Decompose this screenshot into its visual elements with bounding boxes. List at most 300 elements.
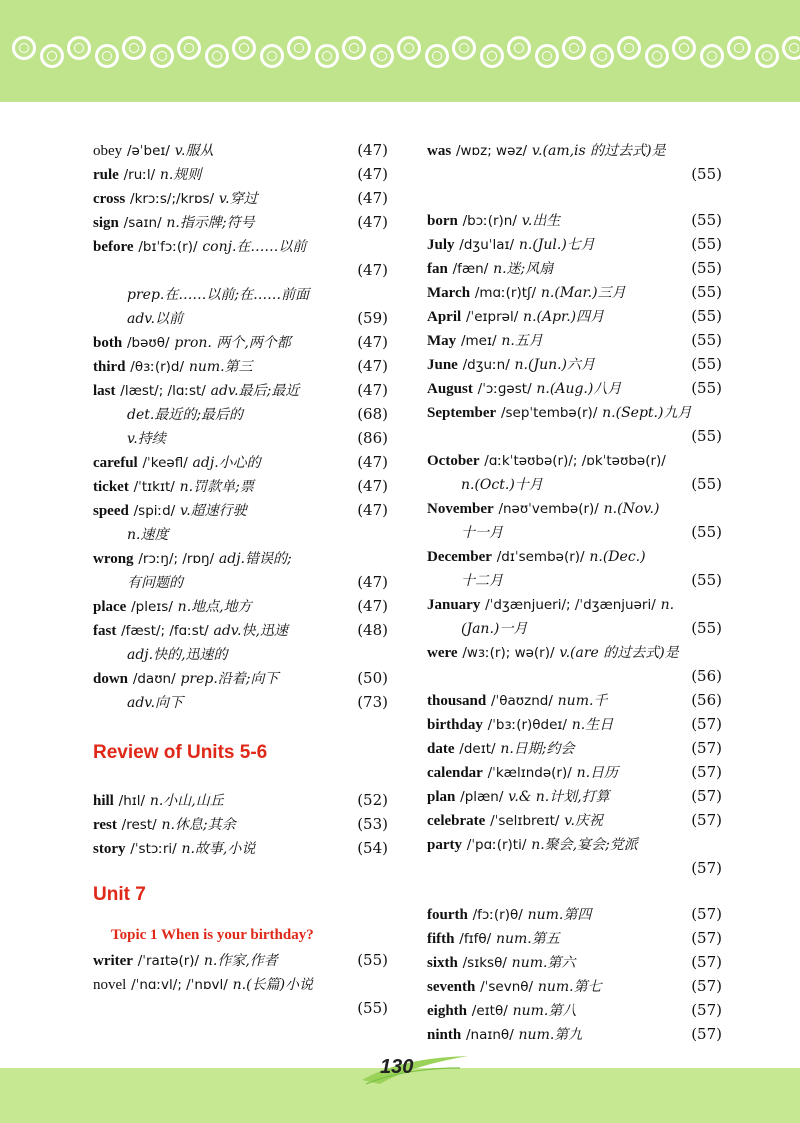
page-ref: (55) (691, 571, 722, 589)
phonetic: /fɔː(r)θ/ (472, 907, 523, 923)
headword: September (427, 405, 497, 421)
ring-decoration (590, 44, 614, 68)
page-ref: (55) (691, 211, 722, 229)
spacer (427, 186, 722, 208)
right-entry-list (427, 138, 722, 1046)
vocab-entry (427, 736, 722, 760)
page-ref: (57) (691, 1025, 722, 1043)
headword: were (427, 645, 458, 661)
page-ref: (57) (691, 977, 722, 995)
phonetic: /dʒuˈlaɪ/ (459, 237, 515, 253)
headword: third (93, 359, 126, 375)
definition: n.速度 (127, 527, 169, 543)
page-ref: (55) (691, 307, 722, 325)
phonetic: /ˈnɑːvl/; /ˈnɒvl/ (131, 977, 228, 993)
page-ref: (55) (691, 427, 722, 445)
definition: 有问题的 (127, 575, 183, 591)
phonetic: /ˈdʒænjueri/; /ˈdʒænjuəri/ (485, 597, 656, 613)
phonetic: /fæn/ (452, 261, 489, 277)
phonetic: /ˈpɑː(r)ti/ (466, 837, 527, 853)
headword: fan (427, 261, 448, 277)
definition: num.第四 (527, 907, 592, 923)
phonetic: /ˈɔːɡəst/ (477, 381, 532, 397)
page-ref: (53) (357, 815, 388, 833)
definition: n.(Apr.)四月 (523, 309, 605, 325)
ring-decoration (67, 36, 91, 60)
vocab-entry (93, 162, 388, 186)
ring-decoration (122, 36, 146, 60)
page-ref: (50) (357, 669, 388, 687)
definition: n.(Jul.)七月 (518, 237, 595, 253)
vocab-continuation (93, 522, 388, 546)
phonetic: /nəʊˈvembə(r)/ (498, 501, 599, 517)
definition: n.五月 (501, 333, 543, 349)
headword: cross (93, 191, 126, 207)
ring-decoration (397, 36, 421, 60)
definition: n.作家,作者 (203, 953, 278, 969)
page-ref: (47) (357, 501, 388, 519)
phonetic: /krɔːs/;/krɒs/ (130, 191, 215, 207)
ring-decoration (232, 36, 256, 60)
vocab-entry (93, 474, 388, 498)
vocab-entry (93, 546, 388, 570)
ring-decoration (95, 44, 119, 68)
phonetic: /rest/ (121, 817, 157, 833)
page-ref: (57) (691, 715, 722, 733)
phonetic: /bəʊθ/ (126, 335, 170, 351)
page-ref: (57) (691, 953, 722, 971)
headword: fifth (427, 931, 455, 947)
vocab-entry (427, 926, 722, 950)
vocab-entry (427, 640, 722, 664)
phonetic: /ˈkælɪndə(r)/ (487, 765, 572, 781)
headword: rest (93, 817, 117, 833)
vocab-entry (427, 256, 722, 280)
headword: date (427, 741, 455, 757)
page-ref: (68) (357, 405, 388, 423)
page-number: 130 (380, 1056, 414, 1078)
headword: last (93, 383, 116, 399)
page-ref: (55) (691, 619, 722, 637)
unit-heading: Unit 7 (93, 884, 146, 905)
phonetic: /fɪfθ/ (459, 931, 492, 947)
headword: eighth (427, 1003, 468, 1019)
headword: plan (427, 789, 456, 805)
page-ref: (55) (691, 355, 722, 373)
definition: n.地点,地方 (177, 599, 252, 615)
vocab-entry (93, 812, 388, 836)
vocab-continuation (427, 568, 722, 592)
vocab-entry (427, 950, 722, 974)
phonetic: /wɒz; wəz/ (455, 143, 528, 159)
phonetic: /mɑː(r)tʃ/ (474, 285, 537, 301)
headword: place (93, 599, 127, 615)
definition: num.第六 (511, 955, 576, 971)
definition: n.小山,山丘 (149, 793, 224, 809)
left-entry-list (93, 138, 388, 714)
vocab-continuation (427, 472, 722, 496)
definition: num.第七 (537, 979, 602, 995)
ring-decoration (755, 44, 779, 68)
phonetic: /naɪnθ/ (465, 1027, 514, 1043)
headword: October (427, 453, 480, 469)
vocab-continuation (93, 642, 388, 666)
definition: v.服从 (174, 143, 214, 159)
ring-decoration (480, 44, 504, 68)
definition: v.(are 的过去式)是 (559, 645, 679, 661)
definition: v.& n.计划,打算 (508, 789, 610, 805)
headword: down (93, 671, 129, 687)
phonetic: /bɔː(r)n/ (462, 213, 517, 229)
page-ref: (56) (691, 691, 722, 709)
vocab-continuation (427, 162, 722, 186)
headword: story (93, 841, 126, 857)
definition: prep.在……以前;在……前面 (127, 287, 310, 303)
review-heading: Review of Units 5-6 (93, 742, 268, 763)
definition: num.第九 (518, 1027, 583, 1043)
page-ref: (57) (691, 929, 722, 947)
definition: adv.以前 (127, 311, 184, 327)
vocab-entry (93, 972, 388, 996)
definition: v.超速行驶 (179, 503, 247, 519)
phonetic: /ˈkeəfl/ (142, 455, 188, 471)
vocab-entry (427, 784, 722, 808)
definition: n.日期;约会 (500, 741, 575, 757)
definition: n.迷;风扇 (493, 261, 554, 277)
headword: writer (93, 953, 133, 969)
vocab-entry (427, 328, 722, 352)
definition: n.(Nov.) (603, 501, 660, 517)
vocab-entry (93, 450, 388, 474)
headword: hill (93, 793, 114, 809)
definition: adv.向下 (127, 695, 184, 711)
ring-decoration (370, 44, 394, 68)
page-ref: (55) (691, 283, 722, 301)
phonetic: /ˈraɪtə(r)/ (137, 953, 200, 969)
ring-decoration (645, 44, 669, 68)
vocab-entry (93, 138, 388, 162)
ring-decoration (782, 36, 800, 60)
decorative-rings (12, 36, 800, 72)
definition: v.穿过 (218, 191, 258, 207)
definition: adj.小心的 (192, 455, 261, 471)
headword: March (427, 285, 471, 301)
vocab-entry (93, 210, 388, 234)
ring-decoration (205, 44, 229, 68)
vocab-entry (93, 948, 388, 972)
definition: prep.沿着;向下 (180, 671, 279, 687)
definition: 十一月 (461, 525, 503, 541)
vocab-entry (427, 138, 722, 162)
vocab-entry (427, 712, 722, 736)
page-ref: (57) (691, 787, 722, 805)
headword: sign (93, 215, 119, 231)
vocab-entry (427, 998, 722, 1022)
phonetic: /læst/; /lɑːst/ (120, 383, 206, 399)
headword: wrong (93, 551, 134, 567)
review-entry-list (93, 788, 388, 860)
headword: party (427, 837, 462, 853)
page-ref: (57) (691, 811, 722, 829)
vocab-entry (93, 354, 388, 378)
page-ref: (56) (691, 667, 722, 685)
vocab-entry (427, 208, 722, 232)
page-ref: (47) (357, 453, 388, 471)
definition: v.庆祝 (564, 813, 603, 829)
headword: April (427, 309, 462, 325)
headword: novel (93, 977, 127, 993)
phonetic: /meɪ/ (460, 333, 497, 349)
definition: n.(Oct.)十月 (461, 477, 543, 493)
definition: num.第五 (495, 931, 560, 947)
vocab-entry (93, 618, 388, 642)
phonetic: /ˈeɪprəl/ (465, 309, 519, 325)
vocab-entry (427, 832, 722, 856)
headword: June (427, 357, 458, 373)
definition: n.休息;其余 (161, 817, 236, 833)
vocab-entry (427, 974, 722, 998)
vocab-continuation (93, 426, 388, 450)
phonetic: /dʒuːn/ (462, 357, 510, 373)
vocab-entry (93, 498, 388, 522)
vocab-entry (427, 496, 722, 520)
spacer (427, 880, 722, 902)
headword: seventh (427, 979, 476, 995)
vocab-entry (427, 232, 722, 256)
ring-decoration (452, 36, 476, 60)
definition: num.千 (557, 693, 608, 709)
phonetic: /ɑːkˈtəʊbə(r)/; /ɒkˈtəʊbə(r)/ (484, 453, 666, 469)
definition: n.聚会,宴会;党派 (531, 837, 638, 853)
ring-decoration (150, 44, 174, 68)
definition: n.(Jun.)六月 (514, 357, 596, 373)
page-ref: (57) (691, 859, 722, 877)
page-header-band (0, 0, 800, 102)
headword: July (427, 237, 455, 253)
vocab-entry (427, 304, 722, 328)
ring-decoration (727, 36, 751, 60)
headword: ticket (93, 479, 129, 495)
topic-heading: Topic 1 When is your birthday? (111, 927, 314, 943)
definition: num.第八 (512, 1003, 577, 1019)
vocab-entry (93, 788, 388, 812)
vocab-continuation (427, 664, 722, 688)
page-ref: (47) (357, 213, 388, 231)
ring-decoration (700, 44, 724, 68)
vocab-entry (93, 378, 388, 402)
phonetic: /hɪl/ (118, 793, 146, 809)
headword: speed (93, 503, 129, 519)
vocab-entry (427, 400, 722, 424)
ring-decoration (672, 36, 696, 60)
phonetic: /fæst/; /fɑːst/ (121, 623, 209, 639)
vocab-entry (93, 330, 388, 354)
headword: careful (93, 455, 138, 471)
vocab-continuation (427, 616, 722, 640)
left-column (93, 138, 388, 1020)
definition: 十二月 (461, 573, 503, 589)
ring-decoration (535, 44, 559, 68)
headword: born (427, 213, 458, 229)
ring-decoration (617, 36, 641, 60)
vocab-entry (427, 808, 722, 832)
definition: n.(长篇)小说 (232, 977, 314, 993)
headword: May (427, 333, 457, 349)
definition: n.日历 (576, 765, 619, 781)
ring-decoration (12, 36, 36, 60)
headword: rule (93, 167, 119, 183)
definition: n.故事,小说 (181, 841, 256, 857)
definition: v.(am,is 的过去式)是 (531, 143, 666, 159)
definition: num.第三 (188, 359, 253, 375)
page-ref: (57) (691, 905, 722, 923)
headword: December (427, 549, 492, 565)
phonetic: /θɜː(r)d/ (130, 359, 185, 375)
unit7-entry-list (93, 948, 388, 1020)
page-ref: (55) (357, 951, 388, 969)
phonetic: /ˈselɪbreɪt/ (490, 813, 560, 829)
ring-decoration (562, 36, 586, 60)
headword: both (93, 335, 123, 351)
page-ref: (55) (691, 331, 722, 349)
phonetic: /pleɪs/ (131, 599, 173, 615)
headword: before (93, 239, 134, 255)
page-ref: (47) (357, 261, 388, 279)
definition: adj.快的,迅速的 (127, 647, 228, 663)
headword: January (427, 597, 481, 613)
page-ref: (57) (691, 1001, 722, 1019)
ring-decoration (315, 44, 339, 68)
phonetic: /plæn/ (460, 789, 504, 805)
vocab-continuation (93, 402, 388, 426)
vocab-entry (427, 688, 722, 712)
definition: v.出生 (521, 213, 561, 229)
definition: n.(Aug.)八月 (536, 381, 622, 397)
definition: n.规则 (159, 167, 202, 183)
vocab-entry (93, 594, 388, 618)
phonetic: /spiːd/ (133, 503, 176, 519)
vocab-entry (427, 760, 722, 784)
phonetic: /ˈstɔːri/ (130, 841, 177, 857)
phonetic: /ˈθaʊznd/ (490, 693, 553, 709)
ring-decoration (40, 44, 64, 68)
right-column (427, 138, 722, 1046)
phonetic: /sɪksθ/ (462, 955, 507, 971)
page-ref: (47) (357, 381, 388, 399)
page-ref: (55) (691, 379, 722, 397)
vocab-continuation (427, 520, 722, 544)
vocab-continuation (93, 570, 388, 594)
definition: adv.最后;最近 (210, 383, 300, 399)
page-ref: (47) (357, 165, 388, 183)
definition: v.持续 (127, 431, 166, 447)
page-ref: (52) (357, 791, 388, 809)
headword: calendar (427, 765, 483, 781)
vocab-continuation (427, 856, 722, 880)
ring-decoration (177, 36, 201, 60)
phonetic: /rɔːŋ/; /rɒŋ/ (138, 551, 215, 567)
headword: was (427, 143, 452, 159)
page-ref: (55) (691, 259, 722, 277)
definition: n.(Mar.)三月 (540, 285, 626, 301)
ring-decoration (260, 44, 284, 68)
headword: obey (93, 143, 123, 159)
page-ref: (55) (691, 523, 722, 541)
headword: sixth (427, 955, 458, 971)
headword: celebrate (427, 813, 486, 829)
vocab-continuation (93, 258, 388, 282)
page-ref: (86) (357, 429, 388, 447)
phonetic: /sepˈtembə(r)/ (500, 405, 598, 421)
page-ref: (54) (357, 839, 388, 857)
page-ref: (57) (691, 739, 722, 757)
headword: August (427, 381, 473, 397)
page-ref: (47) (357, 573, 388, 591)
vocab-entry (427, 376, 722, 400)
vocab-continuation (93, 690, 388, 714)
definition: adj.错误的; (218, 551, 292, 567)
phonetic: /wɜː(r); wə(r)/ (462, 645, 555, 661)
definition: n. (660, 597, 675, 613)
vocab-entry (427, 352, 722, 376)
definition: det.最近的;最后的 (127, 407, 244, 423)
page-ref: (55) (691, 165, 722, 183)
definition: adv.快,迅速 (213, 623, 288, 639)
definition: n.(Sept.)九月 (602, 405, 692, 421)
page-ref: (59) (357, 309, 388, 327)
headword: birthday (427, 717, 483, 733)
vocab-entry (93, 234, 388, 258)
vocab-continuation (93, 282, 388, 306)
vocab-continuation (93, 306, 388, 330)
phonetic: /ˈtɪkɪt/ (133, 479, 175, 495)
phonetic: /deɪt/ (459, 741, 496, 757)
vocab-entry (427, 592, 722, 616)
ring-decoration (287, 36, 311, 60)
vocab-entry (427, 902, 722, 926)
ring-decoration (507, 36, 531, 60)
page-ref: (47) (357, 189, 388, 207)
vocab-entry (427, 448, 722, 472)
phonetic: /saɪn/ (123, 215, 162, 231)
headword: fast (93, 623, 117, 639)
page-ref: (55) (691, 475, 722, 493)
page-ref: (47) (357, 597, 388, 615)
page-ref: (57) (691, 763, 722, 781)
page-ref: (48) (357, 621, 388, 639)
phonetic: /əˈbeɪ/ (126, 143, 170, 159)
swoosh-decoration (360, 1050, 470, 1090)
headword: thousand (427, 693, 487, 709)
vocab-entry (427, 280, 722, 304)
vocab-entry (93, 666, 388, 690)
definition: pron. 两个,两个都 (174, 335, 291, 351)
definition: conj.在……以前 (202, 239, 307, 255)
headword: ninth (427, 1027, 462, 1043)
ring-decoration (342, 36, 366, 60)
vocab-entry (93, 836, 388, 860)
page-ref: (55) (691, 235, 722, 253)
definition: n.生日 (571, 717, 614, 733)
phonetic: /ˈsevnθ/ (480, 979, 534, 995)
vocab-continuation (93, 996, 388, 1020)
page-ref: (73) (357, 693, 388, 711)
page-ref: (47) (357, 357, 388, 375)
phonetic: /dɪˈsembə(r)/ (496, 549, 585, 565)
phonetic: /eɪtθ/ (471, 1003, 508, 1019)
headword: fourth (427, 907, 468, 923)
vocab-continuation (427, 424, 722, 448)
